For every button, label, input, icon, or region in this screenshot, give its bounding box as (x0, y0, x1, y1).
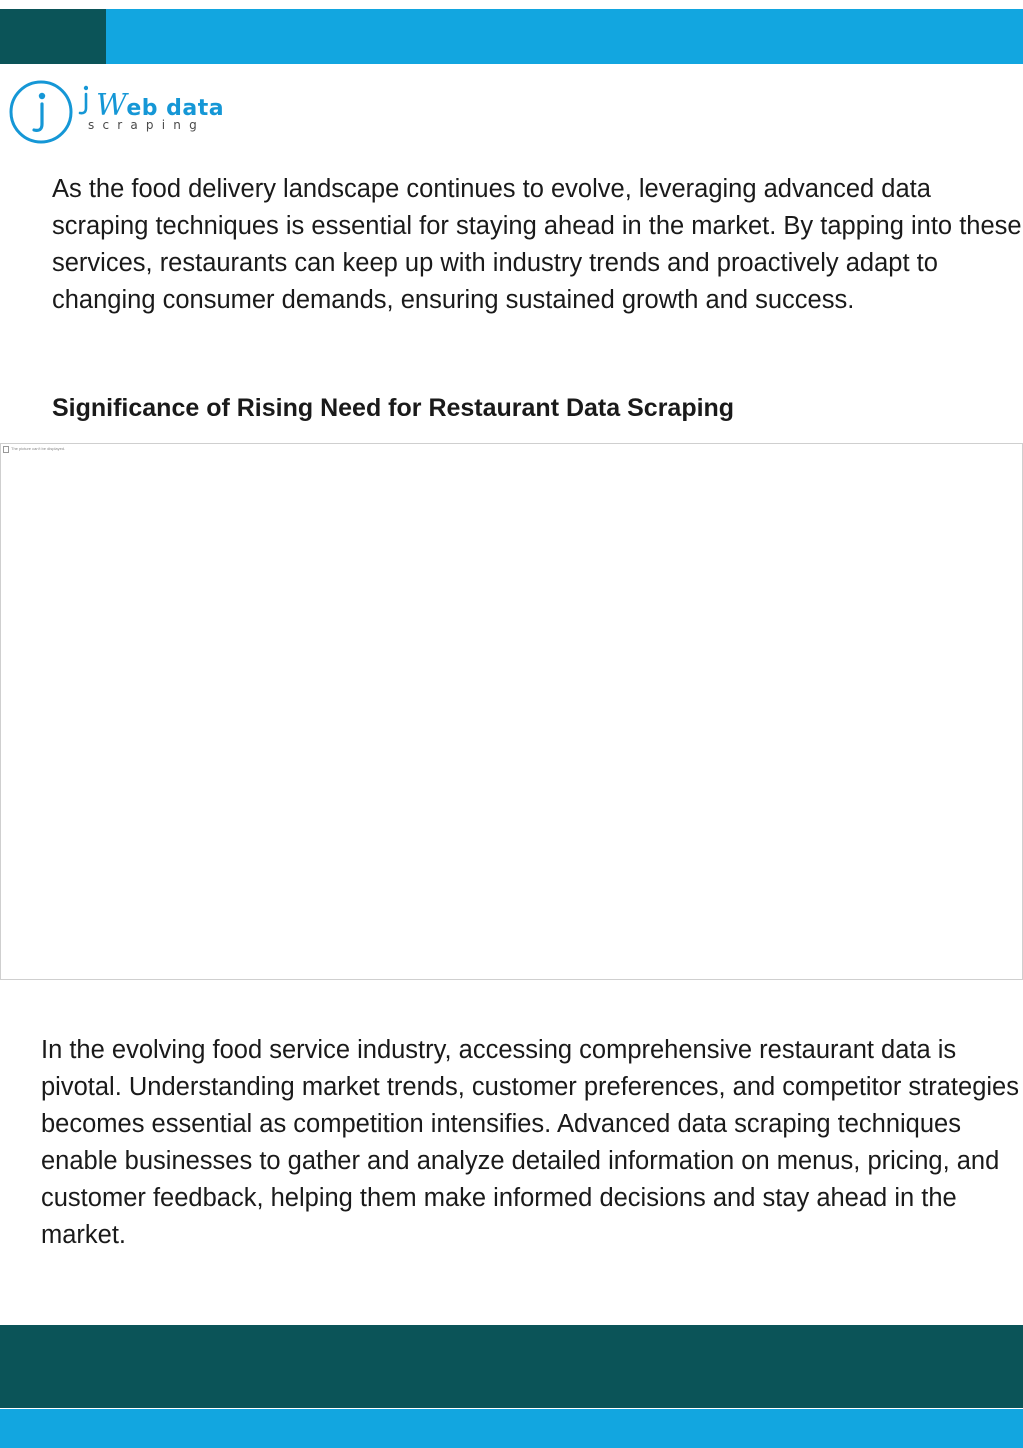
footer-band (0, 1325, 1023, 1408)
logo-w-letter: W (96, 88, 128, 123)
logo-subtitle: scraping (88, 118, 205, 132)
image-placeholder (0, 443, 1023, 980)
intro-paragraph: As the food delivery landscape continues to evolve, leveraging advanced data scraping techniques is essential for staying ahead in the market. By tapping into these services, restaurants can keep up with industry trends and proactively adapt to changing consumer demands, ensuring sustained growth and success. (52, 175, 1022, 314)
logo-circle-icon (8, 78, 88, 146)
header-band (0, 9, 1023, 64)
logo-wordmark-rest: eb data (126, 96, 225, 121)
broken-image-indicator (3, 446, 65, 453)
footer-band-accent (0, 1409, 1023, 1448)
broken-image-text: The picture can't be displayed. (11, 446, 66, 451)
section-heading: Significance of Rising Need for Restaurant Data Scraping (52, 394, 735, 422)
header-band-accent (0, 9, 106, 64)
broken-image-icon (3, 446, 9, 453)
body-paragraph: In the evolving food service industry, accessing comprehensive restaurant data is pivotal. Understanding market trends, customer preferences, and competitor strategies becomes essential as competition intensifies. Advanced data scraping techniques enable businesses to gather and analyze detailed information on menus, pricing, and customer feedback, helping them make informed decisions and stay ahead in the market. (41, 1036, 1019, 1249)
company-logo (8, 78, 238, 146)
